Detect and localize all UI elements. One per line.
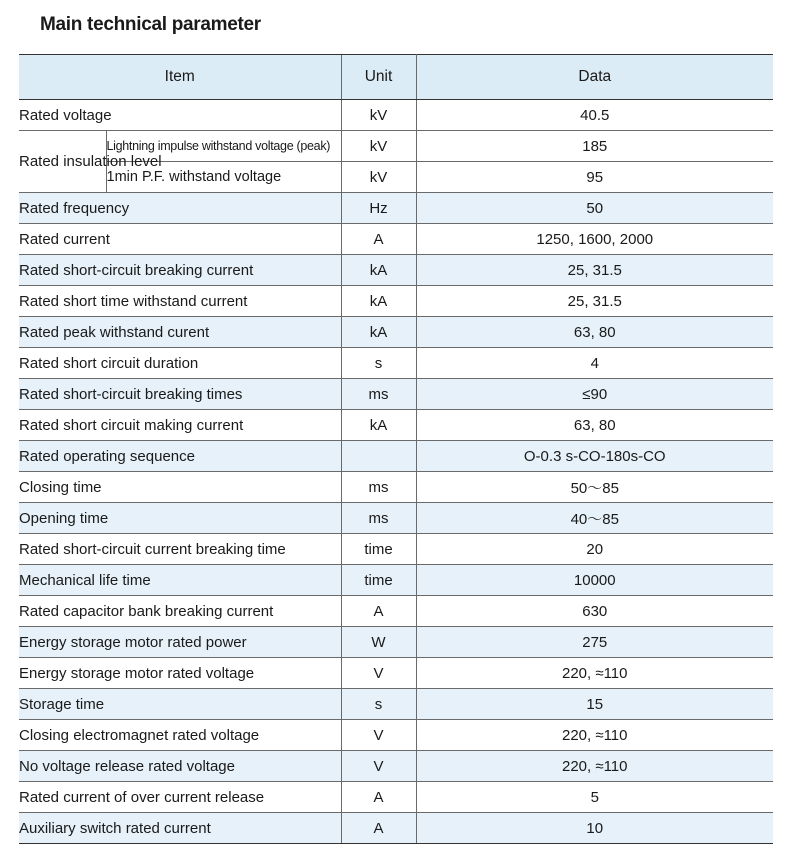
row-data: 95 [416, 162, 773, 193]
row-data: 50 [416, 193, 773, 224]
table-row [19, 627, 773, 658]
row-unit [341, 441, 416, 472]
row-item: Storage time [19, 689, 341, 720]
row-item: Opening time [19, 503, 341, 534]
row-data: 25, 31.5 [416, 286, 773, 317]
row-unit: kA [341, 255, 416, 286]
header-item: Item [19, 55, 341, 100]
row-unit: time [341, 565, 416, 596]
row-unit: ms [341, 379, 416, 410]
row-data: 1250, 1600, 2000 [416, 224, 773, 255]
row-data: 63, 80 [416, 317, 773, 348]
row-unit: A [341, 813, 416, 844]
row-item: No voltage release rated voltage [19, 751, 341, 782]
row-data: ≤90 [416, 379, 773, 410]
row-item: Rated peak withstand curent [19, 317, 341, 348]
row-item: Rated frequency [19, 193, 341, 224]
table-row [19, 689, 773, 720]
table-row [19, 751, 773, 782]
row-unit: kV [341, 162, 416, 193]
row-unit: kA [341, 317, 416, 348]
row-item: Rated current of over current release [19, 782, 341, 813]
row-item: Rated short-circuit breaking times [19, 379, 341, 410]
table-row [19, 441, 773, 472]
table-row [19, 596, 773, 627]
row-data: 15 [416, 689, 773, 720]
table-row [19, 224, 773, 255]
row-unit: kV [341, 100, 416, 131]
insulation-label: Rated insulation level [19, 131, 106, 193]
row-data: 630 [416, 596, 773, 627]
row-unit: A [341, 782, 416, 813]
row-data: 4 [416, 348, 773, 379]
row-item: Energy storage motor rated power [19, 627, 341, 658]
row-item: Mechanical life time [19, 565, 341, 596]
table-row [19, 472, 773, 503]
row-data: O-0.3 s-CO-180s-CO [416, 441, 773, 472]
table-row [19, 193, 773, 224]
row-data: 275 [416, 627, 773, 658]
table-row [19, 720, 773, 751]
header-unit: Unit [341, 55, 416, 100]
row-unit: V [341, 751, 416, 782]
row-item: Rated short time withstand current [19, 286, 341, 317]
row-unit: V [341, 658, 416, 689]
row-data: 220, ≈110 [416, 751, 773, 782]
table-row [19, 658, 773, 689]
row-data: 10000 [416, 565, 773, 596]
row-unit: ms [341, 472, 416, 503]
row-unit: kA [341, 286, 416, 317]
row-data: 220, ≈110 [416, 658, 773, 689]
row-data: 40～85 [416, 503, 773, 534]
row-item: Rated short circuit making current [19, 410, 341, 441]
row-unit: kA [341, 410, 416, 441]
row-data: 25, 31.5 [416, 255, 773, 286]
row-item: Rated capacitor bank breaking current [19, 596, 341, 627]
table-row [19, 131, 773, 162]
row-item: Rated voltage [19, 100, 341, 131]
row-unit: s [341, 348, 416, 379]
row-unit: V [341, 720, 416, 751]
table-row [19, 813, 773, 844]
row-item: Lightning impulse withstand voltage (peak) [106, 131, 341, 162]
row-item: Rated current [19, 224, 341, 255]
row-unit: ms [341, 503, 416, 534]
row-item: Auxiliary switch rated current [19, 813, 341, 844]
header-data: Data [416, 55, 773, 100]
table-row [19, 255, 773, 286]
row-item: Closing time [19, 472, 341, 503]
parameter-table [19, 54, 773, 844]
table-row [19, 503, 773, 534]
table-row [19, 100, 773, 131]
page-title: Main technical parameter [40, 14, 261, 35]
row-unit: s [341, 689, 416, 720]
row-data: 10 [416, 813, 773, 844]
row-unit: time [341, 534, 416, 565]
row-data: 50～85 [416, 472, 773, 503]
row-item: 1min P.F. withstand voltage [106, 162, 341, 193]
row-data: 220, ≈110 [416, 720, 773, 751]
row-item: Rated short-circuit breaking current [19, 255, 341, 286]
table-row [19, 410, 773, 441]
table-row [19, 348, 773, 379]
row-data: 5 [416, 782, 773, 813]
row-data: 20 [416, 534, 773, 565]
table-row [19, 379, 773, 410]
table-row [19, 782, 773, 813]
row-data: 63, 80 [416, 410, 773, 441]
row-unit: W [341, 627, 416, 658]
table-row [19, 286, 773, 317]
table-header-row [19, 55, 773, 100]
row-item: Rated short circuit duration [19, 348, 341, 379]
row-unit: kV [341, 131, 416, 162]
row-unit: Hz [341, 193, 416, 224]
row-unit: A [341, 596, 416, 627]
table-row [19, 534, 773, 565]
row-item: Closing electromagnet rated voltage [19, 720, 341, 751]
row-unit: A [341, 224, 416, 255]
row-data: 40.5 [416, 100, 773, 131]
row-item: Rated short-circuit current breaking time [19, 534, 341, 565]
table-row [19, 317, 773, 348]
row-item: Rated operating sequence [19, 441, 341, 472]
row-data: 185 [416, 131, 773, 162]
row-item: Energy storage motor rated voltage [19, 658, 341, 689]
table-row [19, 565, 773, 596]
